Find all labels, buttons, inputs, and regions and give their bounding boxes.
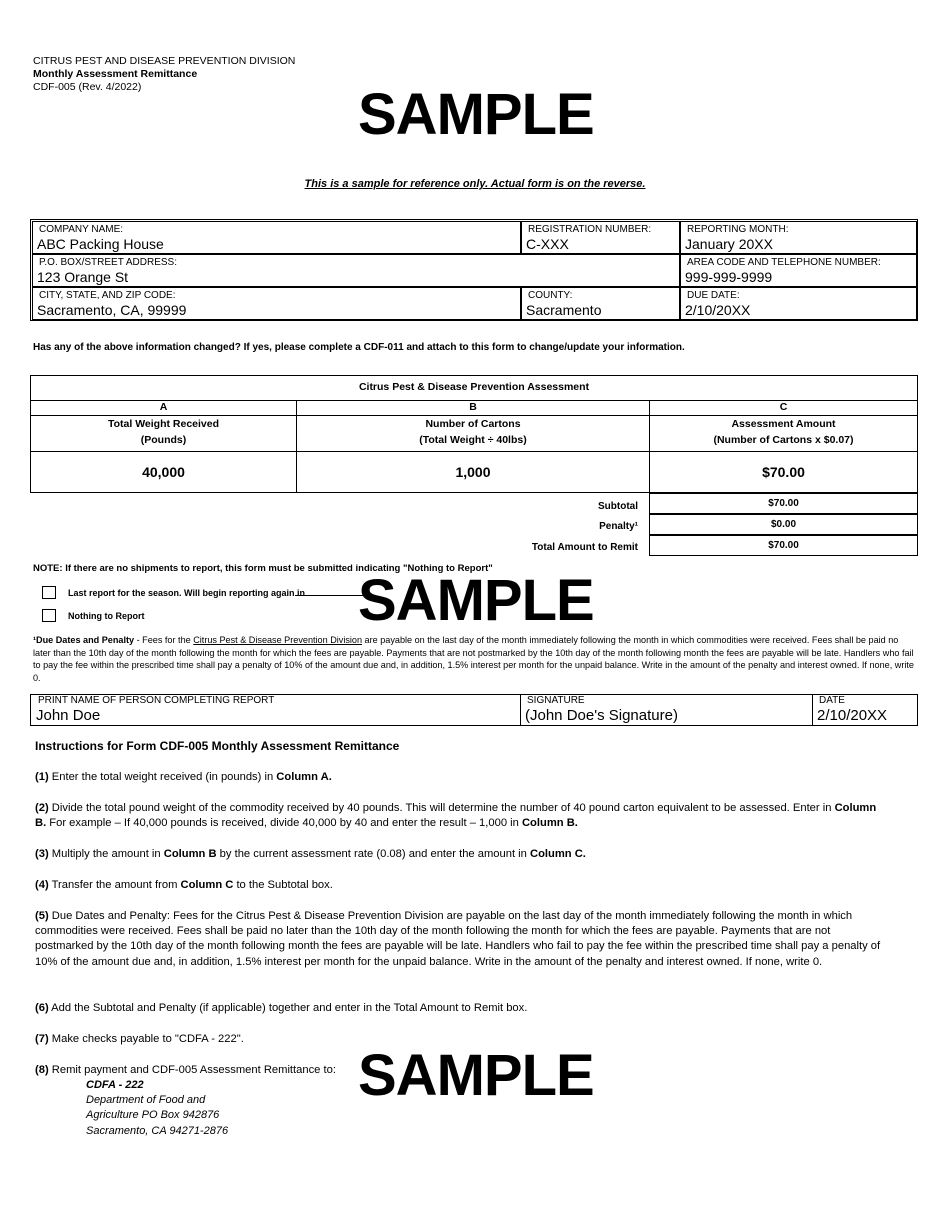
date-value: 2/10/20XX (817, 707, 888, 724)
instruction-5-text: Due Dates and Penalty: Fees for the Citrus Pest & Disease Prevention Division are payable on the last day of the month immediately following the month in which commodities were received. Fees shall be paid no later than the 10th day of the month following the month for which the fees are payable. Payments that are not postmarked by the 10th day of the month following month the fees are payable will be late. Handlers who fail to pay the fee within the prescribed time shall pay a penalty of 10% of the amount due and, in addition, 1.5% interest per month for the unpaid balance. Write in the amount of the penalty and interest owned. If none, write 0. (35, 910, 881, 968)
address-label: P.O. BOX/STREET ADDRESS: (39, 257, 178, 268)
instruction-2-example: For example – If 40,000 pounds is received, divide 40,000 by 40 and enter the result – 1,000 in (46, 817, 522, 830)
instruction-6-number: (6) (35, 1002, 49, 1014)
column-letters-row (31, 401, 917, 416)
sample-watermark-middle: SAMPLE (358, 568, 594, 633)
address-field[interactable] (32, 254, 680, 287)
instruction-3-text-2: by the current assessment rate (0.08) and enter the amount in (216, 848, 530, 860)
column-a-value[interactable]: 40,000 (31, 452, 297, 492)
penalty-box[interactable]: $0.00 (649, 514, 918, 535)
instruction-3-column-c: Column C. (529, 848, 586, 860)
column-c-header (650, 416, 917, 451)
instruction-1-number: (1) (35, 771, 49, 783)
instruction-1-text: Enter the total weight received (in pounds) in (48, 771, 277, 783)
instruction-6-text: Add the Subtotal and Penalty (if applicable) together and enter in the Total Amount to Remit box. (48, 1002, 528, 1014)
penalty-label: Penalty¹ (599, 521, 638, 532)
signature-table (30, 694, 918, 726)
registration-number-field[interactable] (521, 221, 680, 254)
instruction-5 (35, 909, 885, 970)
instruction-2 (35, 801, 885, 831)
city-state-zip-field[interactable] (32, 287, 521, 320)
instruction-2-column: Column B. (35, 802, 877, 830)
print-name-field[interactable] (32, 695, 521, 725)
reporting-month-field[interactable] (680, 221, 917, 254)
county-value: Sacramento (526, 302, 602, 318)
column-b-label: Number of Cartons (425, 418, 521, 430)
footnote-pre: - Fees for the (134, 635, 194, 645)
column-b-header (297, 416, 650, 451)
reporting-month-value: January 20XX (685, 236, 773, 252)
instruction-3-number: (3) (35, 848, 49, 860)
remit-address-line-1: CDFA - 222 (86, 1079, 144, 1091)
form-number: CDF-005 (Rev. 4/2022) (33, 81, 142, 93)
instruction-3-text: Multiply the amount in (48, 848, 164, 860)
company-name-label: COMPANY NAME: (39, 224, 124, 235)
column-b-letter: B (297, 401, 650, 415)
instruction-1 (35, 770, 885, 785)
date-label: DATE (819, 695, 845, 706)
address-value: 123 Orange St (37, 269, 129, 285)
instruction-4-column: Column C (180, 879, 234, 891)
instruction-2-number: (2) (35, 802, 49, 814)
column-c-sub: (Number of Cartons x $0.07) (713, 434, 854, 446)
column-a-sub: (Pounds) (140, 434, 187, 446)
column-a-letter: A (31, 401, 297, 415)
city-state-zip-label: CITY, STATE, AND ZIP CODE: (39, 290, 176, 301)
county-field[interactable] (521, 287, 680, 320)
registration-number-value: C-XXX (526, 236, 569, 252)
column-c-value[interactable]: $70.00 (762, 464, 805, 480)
footnote-division-link: Citrus Pest & Disease Prevention Division (193, 635, 363, 645)
sample-note: This is a sample for reference only. Actual form is on the reverse. (304, 178, 646, 190)
last-report-checkbox[interactable] (42, 586, 56, 599)
column-headers-row (31, 416, 917, 452)
company-name-value: ABC Packing House (37, 236, 164, 252)
instruction-8-text: Remit payment and CDF-005 Assessment Remittance to: (48, 1064, 336, 1076)
column-c-letter: C (779, 401, 788, 413)
instructions-title: Instructions for Form CDF-005 Monthly Assessment Remittance (35, 739, 400, 753)
due-date-field[interactable] (680, 287, 917, 320)
instruction-7-text: Make checks payable to "CDFA - 222". (48, 1033, 244, 1045)
column-b-sub: (Total Weight ÷ 40lbs) (419, 434, 527, 446)
subtotal-label: Subtotal (598, 501, 638, 512)
phone-label: AREA CODE AND TELEPHONE NUMBER: (687, 257, 881, 268)
due-date-value: 2/10/20XX (685, 302, 751, 318)
remit-address-line-4: Sacramento, CA 94271-2876 (86, 1125, 229, 1137)
column-a-label: Total Weight Received (107, 418, 220, 430)
info-changed-note: Has any of the above information changed? If yes, please complete a CDF-011 and attach to this form to change/update your information. (33, 342, 685, 353)
subtotal-box[interactable]: $70.00 (649, 493, 918, 514)
signature-value: (John Doe's Signature) (525, 707, 678, 724)
instruction-4-number: (4) (35, 879, 49, 891)
print-name-value: John Doe (36, 707, 101, 724)
instruction-8-number: (8) (35, 1064, 49, 1076)
season-resume-blank[interactable] (295, 595, 363, 596)
assessment-title-row (31, 376, 917, 401)
instruction-4 (35, 878, 885, 893)
form-header (33, 55, 295, 94)
company-info-table (30, 219, 918, 321)
nothing-to-report-label: Nothing to Report (68, 611, 145, 621)
due-date-label: DUE DATE: (687, 290, 740, 301)
due-dates-footnote (33, 634, 917, 684)
city-state-zip-value: Sacramento, CA, 99999 (37, 302, 187, 318)
remit-address-line-3: Agriculture PO Box 942876 (86, 1109, 220, 1121)
reporting-month-label: REPORTING MONTH: (687, 224, 789, 235)
column-b-value[interactable]: 1,000 (297, 452, 650, 492)
instruction-5-number: (5) (35, 910, 49, 922)
signature-field[interactable] (521, 695, 813, 725)
assessment-title: Citrus Pest & Disease Prevention Assessment (358, 381, 590, 393)
instruction-8 (35, 1063, 355, 1078)
phone-field[interactable] (680, 254, 917, 287)
remit-address-line-2: Department of Food and (86, 1094, 206, 1106)
signature-label: SIGNATURE (527, 695, 585, 706)
assessment-table (30, 375, 918, 493)
sample-watermark: SAMPLE (358, 82, 594, 147)
sample-watermark-bottom: SAMPLE (358, 1043, 594, 1108)
instruction-4-text: Transfer the amount from (48, 879, 181, 891)
instruction-6 (35, 1001, 885, 1016)
instruction-1-column: Column A. (276, 771, 332, 783)
phone-value: 999-999-9999 (685, 269, 773, 285)
division-name: CITRUS PEST AND DISEASE PREVENTION DIVISION (33, 55, 296, 67)
instruction-3-column-b: Column B (163, 848, 217, 860)
instruction-4-text-2: to the Subtotal box. (233, 879, 333, 891)
total-label: Total Amount to Remit (531, 542, 638, 553)
date-field[interactable] (813, 695, 917, 725)
total-box[interactable]: $70.00 (649, 535, 918, 556)
county-label: COUNTY: (528, 290, 573, 301)
column-c-label: Assessment Amount (731, 418, 836, 430)
footnote-title: ¹Due Dates and Penalty (33, 635, 135, 645)
instruction-2-text: Divide the total pound weight of the commodity received by 40 pounds. This will determine the number of 40 pound carton equivalent to be assessed. Enter in (48, 802, 835, 814)
last-report-label: Last report for the season. Will begin reporting again in (68, 588, 305, 598)
print-name-label: PRINT NAME OF PERSON COMPLETING REPORT (38, 695, 275, 706)
column-a-header (31, 416, 297, 451)
nothing-to-report-note: NOTE: If there are no shipments to report, this form must be submitted indicating "Nothing to Report" (33, 563, 493, 574)
form-title: Monthly Assessment Remittance (33, 68, 198, 80)
values-row (31, 452, 917, 492)
instruction-3 (35, 847, 885, 862)
instruction-7-number: (7) (35, 1033, 49, 1045)
footnote-body: are payable on the last day of the month immediately following the month in which commodities were received. Fees shall be paid no later than the 10th day of the month following the month for which the fees are payable. Payments that are not postmarked by the 10th day of the month following month the fees are payable will be late. Handlers who fail to pay the fee within the prescribed time shall pay a penalty of 10% of the amount due and, in addition, 1.5% interest per month for the unpaid balance. Write in the amount of the penalty and interest owned. If none, write 0. (33, 635, 914, 683)
instruction-2-column-end: Column B. (521, 817, 578, 830)
company-name-field[interactable] (32, 221, 521, 254)
nothing-to-report-checkbox[interactable] (42, 609, 56, 622)
registration-number-label: REGISTRATION NUMBER: (528, 224, 652, 235)
